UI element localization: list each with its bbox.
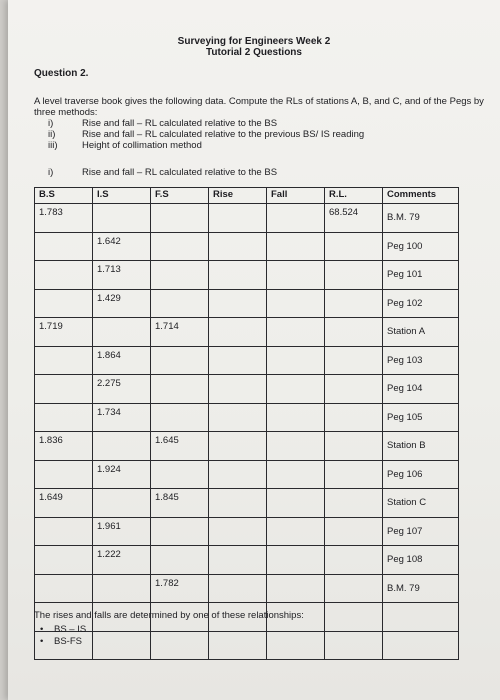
cell-comments: Peg 107 [383,517,459,546]
cell-fs [151,375,209,404]
footer-note [34,610,304,648]
cell-bs: 1.719 [35,318,93,347]
relationship-text: BS-FS [54,636,82,647]
document-title: Surveying for Engineers Week 2 [177,36,331,47]
table-row [35,460,459,489]
part-heading [48,167,277,178]
cell-is [93,204,151,233]
cell-fall [267,289,325,318]
cell-fs [151,346,209,375]
cell-bs [35,289,93,318]
table-row [35,489,459,518]
cell-fs [151,546,209,575]
cell-is [93,318,151,347]
cell-rise [209,318,267,347]
header-fall: Fall [267,188,325,204]
cell-rise [209,232,267,261]
cell-bs [35,517,93,546]
cell-bs: 1.783 [35,204,93,233]
cell-fall [267,546,325,575]
cell-comments: B.M. 79 [383,574,459,603]
cell-fs [151,460,209,489]
method-text: Height of collimation method [82,140,202,151]
cell-comments [383,631,459,660]
level-book-table [34,187,459,660]
cell-fall [267,232,325,261]
table-row [35,432,459,461]
cell-fall [267,204,325,233]
method-number: i) [48,118,54,129]
cell-comments: Peg 100 [383,232,459,261]
list-item [34,624,304,636]
cell-comments [383,603,459,632]
cell-rl [325,546,383,575]
cell-fall [267,261,325,290]
cell-comments: Station A [383,318,459,347]
cell-fs [151,403,209,432]
cell-is: 1.429 [93,289,151,318]
method-text: Rise and fall – RL calculated relative to the BS [82,118,278,129]
cell-fs [151,261,209,290]
part-number: i) [48,167,54,178]
cell-is [93,574,151,603]
cell-fall [267,346,325,375]
cell-fs [151,289,209,318]
cell-rise [209,204,267,233]
table-row [35,346,459,375]
table-row [35,232,459,261]
relationship-text: BS – IS [54,624,87,635]
table-row [35,517,459,546]
cell-bs [35,375,93,404]
cell-fs: 1.782 [151,574,209,603]
cell-fall [267,432,325,461]
cell-rise [209,403,267,432]
cell-comments: Peg 101 [383,261,459,290]
table-header-row [35,188,459,204]
cell-rise [209,460,267,489]
list-item [34,636,304,648]
cell-rl [325,232,383,261]
cell-rise [209,261,267,290]
cell-rl [325,375,383,404]
cell-bs [35,261,93,290]
cell-bs [35,574,93,603]
cell-rise [209,289,267,318]
bullet-icon: • [40,636,44,647]
header-comments: Comments [383,188,459,204]
header-rise: Rise [209,188,267,204]
cell-comments: Peg 106 [383,460,459,489]
cell-rl [325,261,383,290]
part-text: Rise and fall – RL calculated relative to the BS [82,167,278,178]
method-item [48,140,364,151]
cell-is: 1.713 [93,261,151,290]
cell-bs [35,232,93,261]
cell-comments: Peg 104 [383,375,459,404]
document-heading [8,36,500,58]
table-body [35,204,459,660]
header-fs: F.S [151,188,209,204]
cell-is: 2.275 [93,375,151,404]
cell-rise [209,489,267,518]
cell-rise [209,574,267,603]
method-item [48,118,364,129]
cell-comments: Peg 103 [383,346,459,375]
cell-bs [35,546,93,575]
table-row [35,403,459,432]
cell-rl [325,603,383,632]
table-row [35,289,459,318]
cell-comments: Peg 105 [383,403,459,432]
method-number: iii) [48,140,58,151]
bullet-icon: • [40,624,44,635]
cell-rl [325,517,383,546]
cell-bs [35,346,93,375]
cell-rise [209,375,267,404]
document-subtitle: Tutorial 2 Questions [206,47,302,58]
cell-bs: 1.836 [35,432,93,461]
cell-rl [325,489,383,518]
cell-comments: Peg 108 [383,546,459,575]
cell-comments: Station C [383,489,459,518]
cell-fs [151,517,209,546]
worksheet-page [8,0,500,700]
cell-comments: B.M. 79 [383,204,459,233]
relationship-list [34,624,304,648]
cell-is: 1.864 [93,346,151,375]
method-item [48,129,364,140]
cell-comments: Station B [383,432,459,461]
cell-rise [209,432,267,461]
question-label: Question 2. [34,68,89,79]
cell-bs [35,403,93,432]
cell-fall [267,517,325,546]
cell-rl [325,574,383,603]
cell-fall [267,403,325,432]
cell-rl [325,631,383,660]
cell-fs: 1.845 [151,489,209,518]
cell-fall [267,489,325,518]
cell-fs: 1.645 [151,432,209,461]
header-bs: B.S [35,188,93,204]
table-row [35,261,459,290]
cell-is: 1.734 [93,403,151,432]
cell-is [93,432,151,461]
table-row [35,318,459,347]
cell-fall [267,574,325,603]
cell-rise [209,546,267,575]
cell-rl [325,403,383,432]
header-rl: R.L. [325,188,383,204]
cell-rl [325,460,383,489]
method-list [48,118,364,151]
cell-fall [267,375,325,404]
cell-rise [209,517,267,546]
method-number: ii) [48,129,56,140]
table-row [35,375,459,404]
cell-rl [325,346,383,375]
question-intro: A level traverse book gives the following data. Compute the RLs of stations A, B, and C, and of the Pegs by three methods: [34,96,484,118]
cell-fall [267,318,325,347]
table-row [35,574,459,603]
method-text: Rise and fall – RL calculated relative to the previous BS/ IS reading [82,129,365,140]
cell-rl [325,318,383,347]
cell-bs: 1.649 [35,489,93,518]
cell-fall [267,460,325,489]
cell-fs [151,204,209,233]
table-row [35,546,459,575]
cell-rl [325,432,383,461]
cell-rl: 68.524 [325,204,383,233]
cell-is: 1.961 [93,517,151,546]
table-row [35,204,459,233]
cell-is: 1.642 [93,232,151,261]
cell-rise [209,346,267,375]
cell-is [93,489,151,518]
cell-rl [325,289,383,318]
cell-is: 1.924 [93,460,151,489]
cell-comments: Peg 102 [383,289,459,318]
cell-fs [151,232,209,261]
footer-text: The rises and falls are determined by one of these relationships: [34,610,304,621]
cell-fs: 1.714 [151,318,209,347]
header-is: I.S [93,188,151,204]
cell-is: 1.222 [93,546,151,575]
cell-bs [35,460,93,489]
